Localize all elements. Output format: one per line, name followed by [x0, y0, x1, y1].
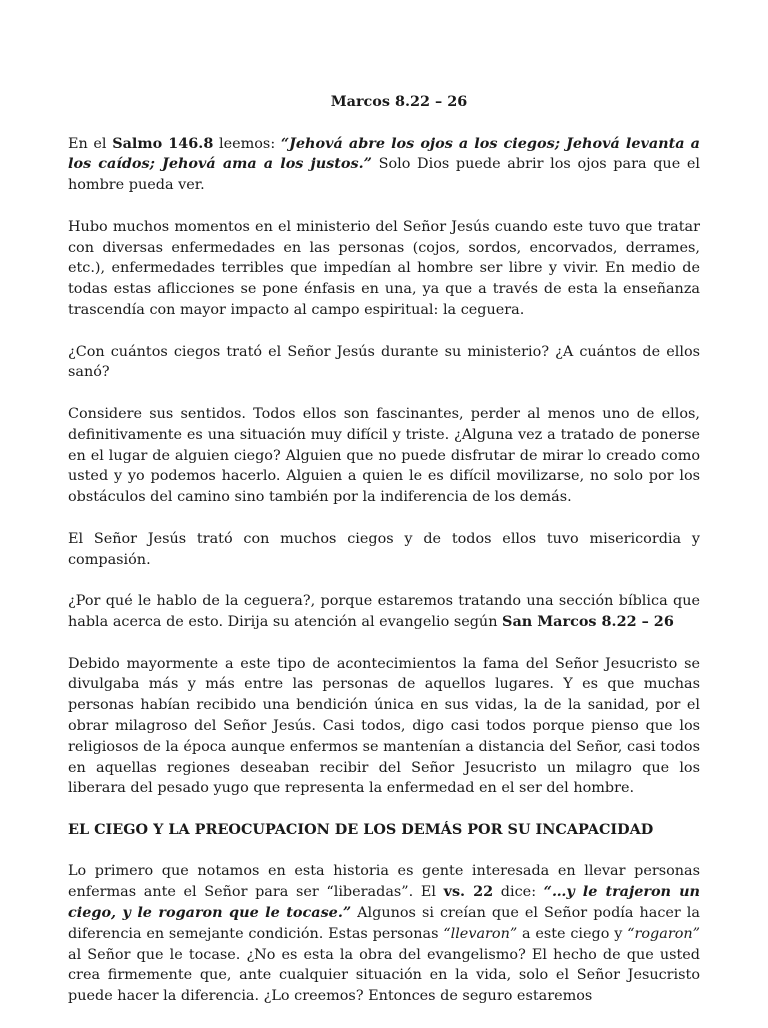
bold-reference: San Marcos 8.22 – 26 — [502, 612, 674, 630]
paragraph-ministry: Hubo muchos momentos en el ministerio del Señor Jesús cuando este tuvo que tratar con diversas enfermedades en las personas (cojos, sordos, encorvados, derrames, etc.), enfermedades terribles que impedían al hombre ser libre y vivir. En medio de todas estas aflicciones se pone énfasis en una, ya que a través de esta la enseñanza trascendía con mayor impacto al campo espiritual: la ceguera. — [68, 218, 700, 318]
italic-word: “rogaron” — [627, 925, 700, 942]
paragraph-question: ¿Con cuántos ciegos trató el Señor Jesús durante su ministerio? ¿A cuántos de ellos sanó? — [68, 343, 700, 381]
text-run: al Señor que le tocase. ¿No es esta la obra del evangelismo? El hecho de que usted crea firmemente que, ante cualquier situación en la vida, solo el Señor Jesucristo puede hacer la diferencia. ¿Lo creemos? Entonces de seguro estaremos — [68, 946, 700, 1005]
paragraph-senses: Considere sus sentidos. Todos ellos son fascinantes, perder al menos uno de ellos, definitivamente es una situación muy difícil y triste. ¿Alguna vez a tratado de ponerse en el lugar de alguien ciego? Alguien que no puede disfrutar de mirar lo creado como usted y yo podemos hacerlo. Alguien a quien le es difícil movilizarse, no solo por los obstáculos del camino sino también por la indiferencia de los demás. — [68, 405, 700, 506]
quote-text: “Jehová abre los ojos a los ciegos; Jehová levanta a los caídos; Jehová ama a los justos.” — [68, 134, 701, 173]
text-run: ¿Por qué le hablo de la ceguera?, porque estaremos tratando una sección bíblica que habla acerca de esto. Dirija su atención al evangelio según — [68, 593, 700, 630]
bold-reference: vs. 22 — [443, 883, 494, 901]
text-run: leemos: — [213, 135, 281, 152]
quote-text: “…y le trajeron un ciego, y le rogaron que le tocase.” — [68, 883, 700, 922]
paragraph-fame: Debido mayormente a este tipo de acontecimientos la fama del Señor Jesucristo se divulgaba más y más entre las personas de aquellos lugares. Y es que muchas personas habían recibido una bendición única en sus vidas, la de la sanidad, por el obrar milagroso del Señor Jesús. Casi todos, digo casi todos porque pienso que los religiosos de la época aunque enfermos se mantenían a distancia del Señor, casi todos en aquellas regiones deseaban recibir del Señor Jesucristo un milagro que los liberara del pesado yugo que representa la enfermedad en el ser del hombre. — [68, 655, 700, 797]
bold-reference: Salmo 146.8 — [112, 134, 214, 152]
text-run: Solo Dios puede abrir los ojos para que el hombre pueda ver. — [68, 156, 701, 194]
text-run: dice: — [493, 884, 544, 901]
paragraph-story — [68, 861, 700, 1007]
text-run: Algunos si creían que el Señor podía hacer la diferencia en semejante condición. Estas personas — [68, 905, 700, 942]
section-heading: EL CIEGO Y LA PREOCUPACION DE LOS DEMÁS POR SU INCAPACIDAD — [68, 820, 654, 838]
page-title: Marcos 8.22 – 26 — [330, 93, 468, 110]
text-run: Lo primero que notamos en esta historia es gente interesada en llevar personas enfermas ante el Señor para ser “liberadas”. El — [68, 863, 700, 901]
paragraph-blindness — [68, 591, 700, 633]
text-run: a este ciego y — [517, 925, 628, 942]
italic-word: “llevaron” — [443, 925, 518, 942]
document-page — [68, 92, 700, 1028]
text-run: En el — [68, 135, 113, 152]
paragraph-compassion: El Señor Jesús trató con muchos ciegos y de todos ellos tuvo misericordia y compasión. — [68, 530, 700, 568]
paragraph-psalm — [68, 134, 700, 196]
